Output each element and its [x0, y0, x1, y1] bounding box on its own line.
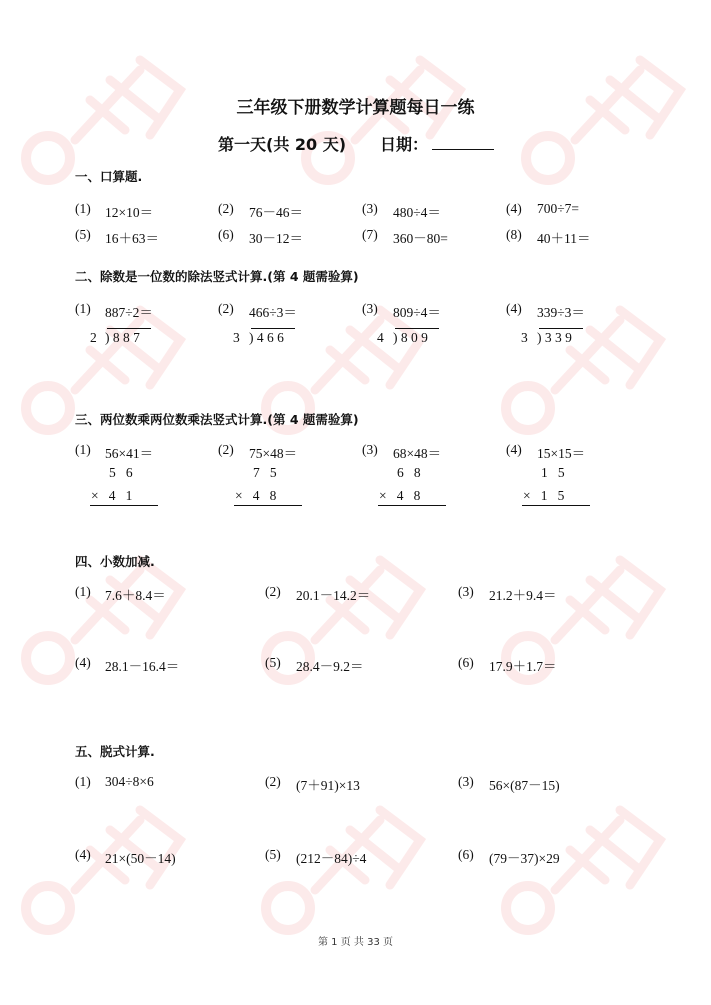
section-heading-5: 五、脱式计算. — [75, 744, 155, 759]
problem-expression: 360－80= — [393, 231, 448, 246]
problem-label: (4) — [75, 655, 91, 670]
multiplicand: 5 6 — [109, 465, 133, 480]
section-heading-3: 三、两位数乘两位数乘法竖式计算.(第 4 题需验算) — [75, 412, 359, 427]
multiplicand: 6 8 — [397, 465, 421, 480]
problem-expression: 17.9＋1.7＝ — [489, 659, 557, 674]
divisor: 4 — [377, 330, 384, 345]
problem-label: (4) — [506, 201, 522, 216]
section-heading-2: 二、除数是一位数的除法竖式计算.(第 4 题需验算) — [75, 269, 359, 284]
multiplication-answer-line — [378, 505, 446, 506]
problem-expression: 7.6＋8.4＝ — [105, 588, 166, 603]
problem-expression: 304÷8×6 — [105, 774, 154, 789]
multiplier: × 4 1 — [91, 488, 133, 503]
watermark-logo — [260, 790, 440, 945]
problem-label: (2) — [218, 301, 234, 316]
multiplication-answer-line — [522, 505, 590, 506]
problem-expression: 16＋63＝ — [105, 231, 159, 246]
problem-expression: 68×48＝ — [393, 446, 442, 461]
problem-expression: 12×10＝ — [105, 205, 154, 220]
problem-expression: 76－46＝ — [249, 205, 303, 220]
problem-label: (2) — [265, 584, 281, 599]
problem-label: (6) — [458, 655, 474, 670]
problem-expression: 56×(87－15) — [489, 778, 560, 793]
problem-label: (1) — [75, 774, 91, 789]
problem-label: (1) — [75, 301, 91, 316]
problem-label: (2) — [265, 774, 281, 789]
multiplication-answer-line — [90, 505, 158, 506]
date-field — [380, 132, 494, 155]
problem-label: (2) — [218, 442, 234, 457]
problem-label: (6) — [458, 847, 474, 862]
problem-label: (2) — [218, 201, 234, 216]
problem-expression: 15×15＝ — [537, 446, 586, 461]
multiplicand: 7 5 — [253, 465, 277, 480]
watermark-logo — [500, 290, 680, 445]
dividend: ) 8 0 9 — [393, 330, 428, 345]
problem-expression: (7＋91)×13 — [296, 778, 360, 793]
multiplier: × 4 8 — [379, 488, 421, 503]
problem-expression: 466÷3＝ — [249, 305, 297, 320]
problem-expression: 40＋11＝ — [537, 231, 591, 246]
multiplier: × 1 5 — [523, 488, 565, 503]
problem-expression: 887÷2＝ — [105, 305, 153, 320]
multiplicand: 1 5 — [541, 465, 565, 480]
problem-label: (1) — [75, 442, 91, 457]
divisor: 2 — [90, 330, 97, 345]
watermark-logo — [500, 790, 680, 945]
problem-label: (1) — [75, 584, 91, 599]
problem-label: (4) — [506, 442, 522, 457]
problem-expression: 480÷4＝ — [393, 205, 441, 220]
problem-label: (5) — [75, 227, 91, 242]
division-bracket-line — [539, 328, 583, 329]
multiplication-answer-line — [234, 505, 302, 506]
problem-expression: 21.2＋9.4＝ — [489, 588, 557, 603]
problem-expression: (79－37)×29 — [489, 851, 560, 866]
division-bracket-line — [251, 328, 295, 329]
problem-label: (3) — [362, 301, 378, 316]
problem-label: (4) — [506, 301, 522, 316]
problem-expression: 75×48＝ — [249, 446, 298, 461]
problem-expression: (212－84)÷4 — [296, 851, 367, 866]
problem-label: (6) — [218, 227, 234, 242]
problem-expression: 56×41＝ — [105, 446, 154, 461]
dividend: ) 3 3 9 — [537, 330, 572, 345]
problem-expression: 809÷4＝ — [393, 305, 441, 320]
problem-label: (3) — [458, 774, 474, 789]
date-blank — [432, 135, 494, 150]
problem-expression: 20.1－14.2＝ — [296, 588, 371, 603]
page-footer: 第 1 页 共 33 页 — [318, 937, 393, 948]
date-label: 日期： — [380, 135, 429, 154]
problem-expression: 700÷7= — [537, 201, 580, 216]
problem-label: (8) — [506, 227, 522, 242]
division-bracket-line — [107, 328, 151, 329]
problem-label: (5) — [265, 655, 281, 670]
page-title: 三年级下册数学计算题每日一练 — [236, 98, 475, 118]
problem-expression: 28.1－16.4＝ — [105, 659, 180, 674]
problem-label: (3) — [362, 442, 378, 457]
dividend: ) 4 6 6 — [249, 330, 284, 345]
divisor: 3 — [233, 330, 240, 345]
problem-label: (3) — [362, 201, 378, 216]
section-heading-4: 四、小数加减. — [75, 554, 155, 569]
problem-expression: 21×(50－14) — [105, 851, 176, 866]
watermark-logo — [20, 790, 200, 945]
problem-label: (4) — [75, 847, 91, 862]
problem-expression: 30－12＝ — [249, 231, 303, 246]
problem-expression: 28.4－9.2＝ — [296, 659, 364, 674]
dividend: ) 8 8 7 — [105, 330, 140, 345]
day-label: 第一天(共 20 天) — [218, 135, 347, 154]
problem-expression: 339÷3＝ — [537, 305, 585, 320]
multiplier: × 4 8 — [235, 488, 277, 503]
division-bracket-line — [395, 328, 439, 329]
problem-label: (3) — [458, 584, 474, 599]
problem-label: (5) — [265, 847, 281, 862]
section-heading-1: 一、口算题. — [75, 169, 143, 184]
problem-label: (7) — [362, 227, 378, 242]
problem-label: (1) — [75, 201, 91, 216]
divisor: 3 — [521, 330, 528, 345]
